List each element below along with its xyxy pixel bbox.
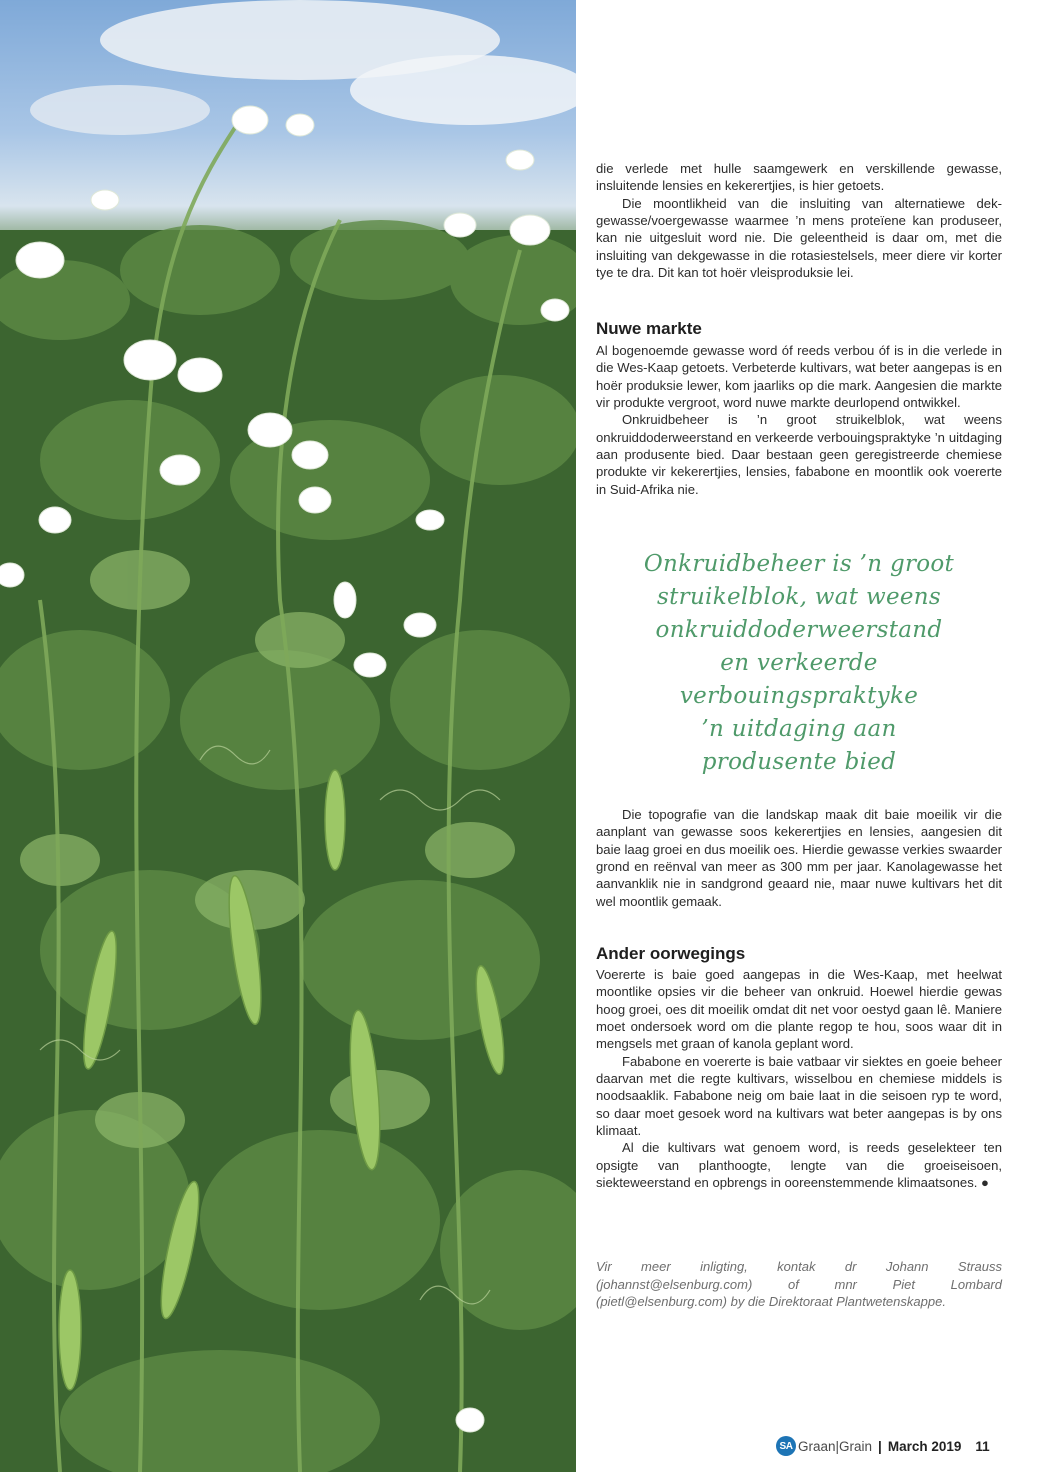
topografie-paragraph: Die topografie van die landskap maak dit baie moeilik vir die aanplant van gewasse soos kekerertjies en lensies, aangesien dit baie laag groei en dus moeilik oes. Hierdie gewasse verkies swaarder grond en reënval van meer as 300 mm per jaar. Kanolagewasse het aanvanklik nie in sandgrond geaard nie, maar nuwe kultivars het dit wel moontlik gemaak. — [596, 807, 1002, 909]
contact-info: Vir meer inligting, kontak dr Johann Strauss (johannst@elsenburg.com) of mnr Piet Lombard (pietl@elsenburg.com) by die Direktoraat Plantwetenskappe. — [596, 1259, 1002, 1309]
nuwe-markte-paragraph-1: Al bogenoemde gewasse word óf reeds verbou óf is in die verlede in die Wes-Kaap getoets. Verbeterde kultivars, wat beter aangepas is en hoër produksie lewer, kom jaarliks op die mark. Aangesien die markte vir produkte vergroot, word nuwe markte deurlopend ontwikkel. — [596, 343, 1002, 411]
pull-quote-line: en verkeerde — [720, 650, 878, 676]
issue-date: March 2019 — [887, 1438, 962, 1454]
section-heading-nuwe-markte: Nuwe markte — [596, 319, 702, 338]
topografie-text — [596, 806, 1002, 910]
pull-quote — [596, 548, 1002, 779]
ander-paragraph-3: Al die kultivars wat genoem word, is reeds geselekteer ten opsigte van planthoogte, lengte van die groeiseisoen, siekteweerstand en opbrengs in ooreenstemmende klimaatsones. ● — [596, 1140, 1002, 1191]
page-number: 11 — [975, 1438, 990, 1454]
nuwe-markte-text — [596, 342, 1002, 498]
pull-quote-line: verbouingspraktyke — [679, 683, 919, 709]
intro-paragraph-1: die verlede met hulle saamgewerk en verskillende gewasse, insluitende lensies en kekerertjies, is hier getoets. — [596, 161, 1002, 194]
intro-text — [596, 160, 1002, 281]
pull-quote-line: Onkruidbeheer is ’n groot — [643, 551, 955, 577]
ander-paragraph-2: Fababone en voererte is baie vatbaar vir siektes en goeie beheer daarvan met die regte kultivars, wisselbou en chemiese middels is noodsaaklik. Fababone neig om baie laat in die seisoen ryp te word, so daar moet gesoek word na kultivars wat beter aangepas is by ons klimaat. — [596, 1053, 1002, 1139]
ander-oorwegings-text — [596, 966, 1002, 1191]
publication-name: Graan|Grain — [798, 1438, 873, 1454]
intro-paragraph-2: Die moontlikheid van die insluiting van alternatiewe dek-gewasse/voergewasse waarmee ’n mens proteïene kan produseer, kan nie uitgesluit word nie. Die geleentheid is daar om, met die insluiting van dekgewasse in die rotasiestelsels, meer diere vir korter tye te dra. Dit kan tot hoër vleisproduksie lei. — [596, 195, 1002, 281]
footer-separator: | — [878, 1438, 882, 1454]
pull-quote-line: struikelblok, wat weens — [657, 584, 941, 610]
page-footer — [776, 1436, 990, 1456]
pull-quote-line: onkruiddoderweerstand — [655, 617, 943, 643]
pull-quote-line: ’n uitdaging aan — [701, 716, 897, 742]
nuwe-markte-paragraph-2: Onkruidbeheer is ’n groot struikelblok, wat weens onkruiddoderweerstand en verkeerde verbouingspraktyke ’n uitdaging aan produsente bied. Daar bestaan geen geregistreerde chemiese produkte vir kekerertjies, lensies, fababone en moontlik ook voererte in Suid-Afrika nie. — [596, 412, 1002, 497]
sa-graan-logo: SA — [776, 1436, 796, 1456]
ander-paragraph-1: Voererte is baie goed aangepas in die Wes-Kaap, met heelwat moontlike opsies vir die beheer van onkruid. Hoewel hierdie gewas hoog groei, oes dit moeilik omdat dit net voor oestyd gaan lê. Maniere moet ondersoek word om die plante regop te hou, soos waar dit in mengsels met graan of kanola geplant word. — [596, 967, 1002, 1052]
section-heading-ander-oorwegings: Ander oorwegings — [596, 944, 746, 963]
pull-quote-line: produsente bied — [701, 749, 897, 775]
